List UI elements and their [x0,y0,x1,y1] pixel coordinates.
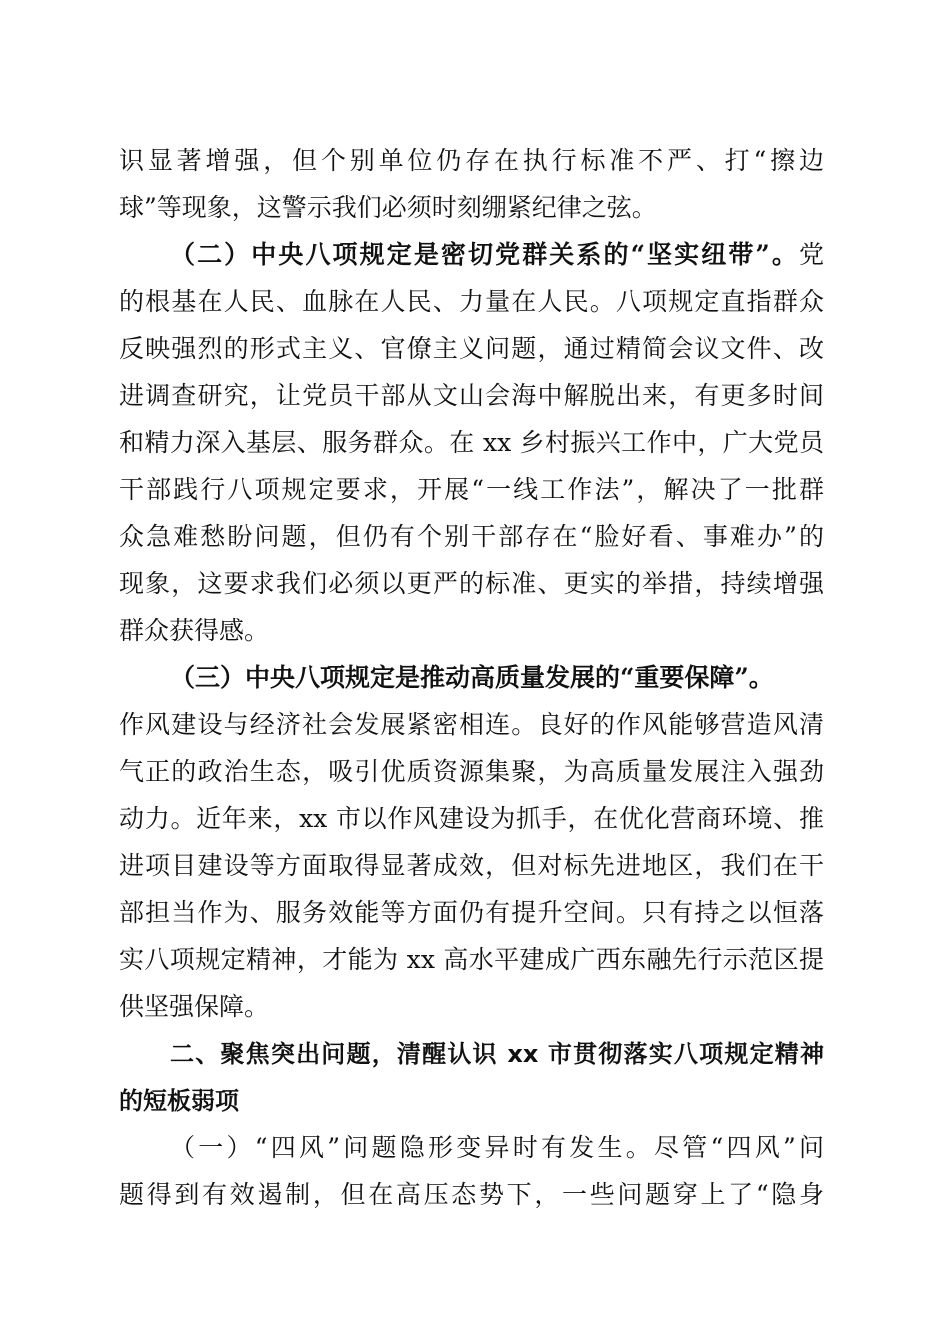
paragraph-line: 题得到有效遏制，但在高压态势下，一些问题穿上了“隐身 [119,1180,824,1209]
paragraph-line: 供坚强保障。 [119,992,270,1021]
paragraph-line: 现象，这要求我们必须以更严的标准、更实的举措，持续增强 [119,569,824,598]
paragraph-line: （一）“四风”问题隐形变异时有发生。尽管“四风”问 [170,1133,824,1162]
paragraph-line: 气正的政治生态，吸引优质资源集聚，为高质量发展注入强劲 [119,757,824,786]
section-heading: 的短板弱项 [119,1087,239,1115]
paragraph-line: 球”等现象，这警示我们必须时刻绷紧纪律之弦。 [119,193,657,222]
paragraph-line: 和精力深入基层、服务群众。在 xx 乡村振兴工作中，广大党员 [119,428,824,457]
subsection-3-lead: （三）中央八项规定是推动高质量发展的“重要保障”。 [170,663,774,692]
paragraph-line: 众急难愁盼问题，但仍有个别干部存在“脸好看、事难办”的 [119,522,824,551]
paragraph-line: 实八项规定精神，才能为 xx 高水平建成广西东融先行示范区提 [119,945,824,974]
paragraph-line: 部担当作为、服务效能等方面仍有提升空间。只有持之以恒落 [119,898,824,927]
paragraph-line: 进调查研究，让党员干部从文山会海中解脱出来，有更多时间 [119,381,824,410]
paragraph-line: 作风建设与经济社会发展紧密相连。良好的作风能够营造风清 [119,710,824,739]
subsection-2-lead: （二）中央八项规定是密切党群关系的“坚实纽带”。 [170,240,799,269]
paragraph-line: 动力。近年来，xx 市以作风建设为抓手，在优化营商环境、推 [119,804,824,833]
section-heading: 二、聚焦突出问题，清醒认识 xx 市贯彻落实八项规定精神 [170,1040,824,1068]
subsection-2-first-line [170,235,824,275]
paragraph-line: 识显著增强，但个别单位仍存在执行标准不严、打“擦边 [119,146,824,175]
paragraph-line: 干部践行八项规定要求，开展“一线工作法”，解决了一批群 [119,475,824,504]
paragraph-line: 群众获得感。 [119,616,270,645]
paragraph-line: 进项目建设等方面取得显著成效，但对标先进地区，我们在干 [119,851,824,880]
paragraph-text: 党 [798,240,824,269]
paragraph-line: 反映强烈的形式主义、官僚主义问题，通过精简会议文件、改 [119,334,824,363]
paragraph-line: 的根基在人民、血脉在人民、力量在人民。八项规定直指群众 [119,287,824,316]
